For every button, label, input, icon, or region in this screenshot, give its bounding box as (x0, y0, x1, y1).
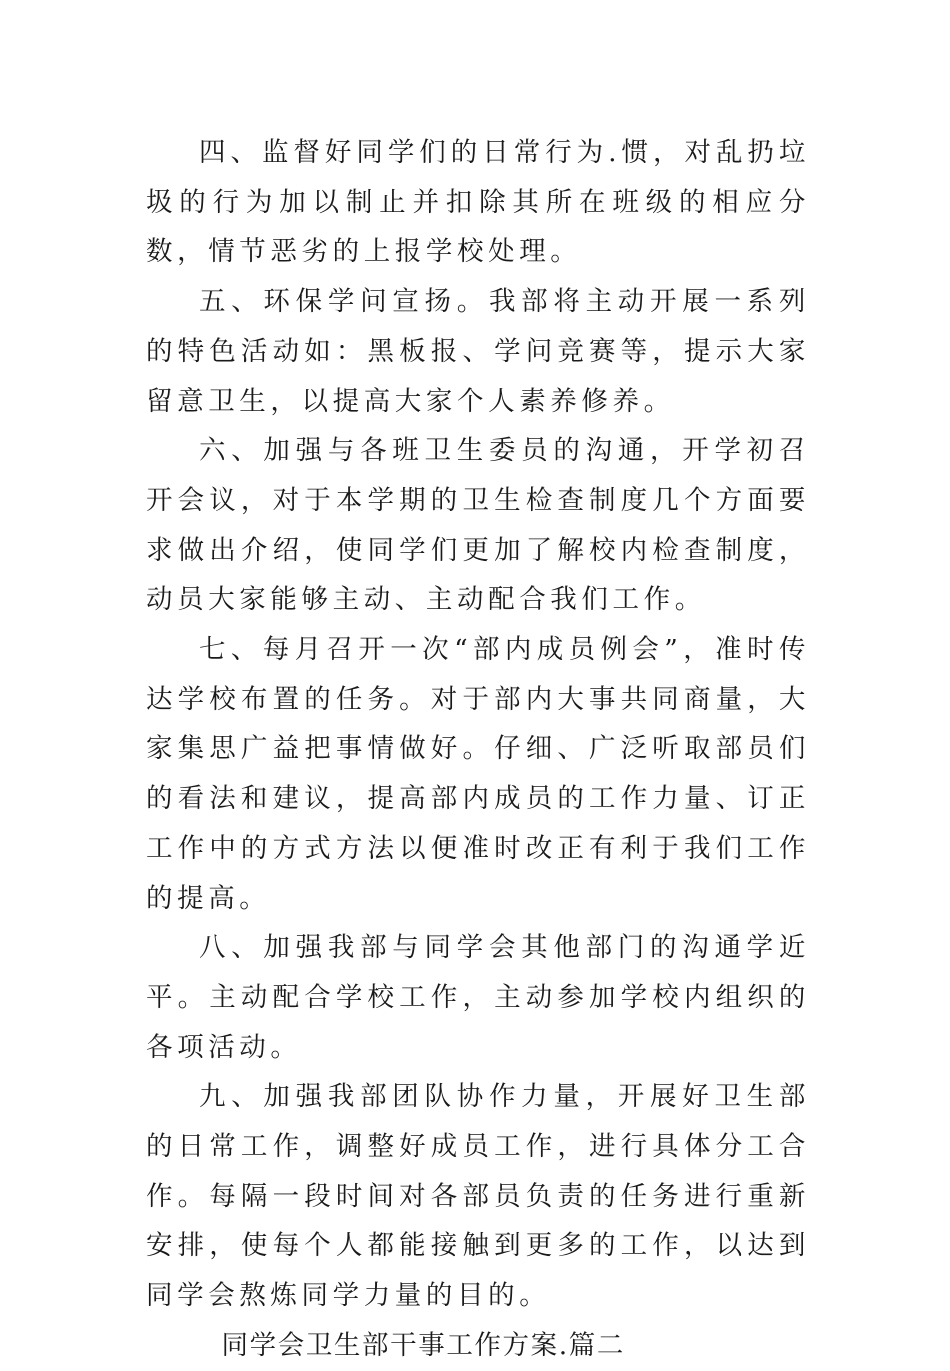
paragraph-eight: 八、加强我部与同学会其他部门的沟通学近平。主动配合学校工作，主动参加学校内组织的各项活动。 (146, 932, 810, 1063)
document-page (146, 128, 810, 1371)
paragraph-four: 四、监督好同学们的日常行为.惯，对乱扔垃圾的行为加以制止并扣除其所在班级的相应分数，情节恶劣的上报学校处理。 (146, 137, 810, 268)
section-heading: 同学会卫生部干事工作方案.篇二 (221, 1329, 625, 1361)
paragraph-six: 六、加强与各班卫生委员的沟通，开学初召开会议，对于本学期的卫生检查制度几个方面要求做出介绍，使同学们更加了解校内检查制度，动员大家能够主动、主动配合我们工作。 (146, 435, 810, 616)
paragraph-seven: 七、每月召开一次“部内成员例会”，准时传达学校布置的任务。对于部内大事共同商量，大家集思广益把事情做好。仔细、广泛听取部员们的看法和建议，提高部内成员的工作力量、订正工作中的方式方法以便准时改正有利于我们工作的提高。 (146, 634, 810, 914)
paragraph-five: 五、环保学问宣扬。我部将主动开展一系列的特色活动如：黑板报、学问竞赛等，提示大家留意卫生，以提高大家个人素养修养。 (146, 286, 810, 417)
paragraph-nine: 九、加强我部团队协作力量，开展好卫生部的日常工作，调整好成员工作，进行具体分工合作。每隔一段时间对各部员负责的任务进行重新安排，使每个人都能接触到更多的工作，以达到同学会熬炼同学力量的目的。 (146, 1081, 810, 1312)
